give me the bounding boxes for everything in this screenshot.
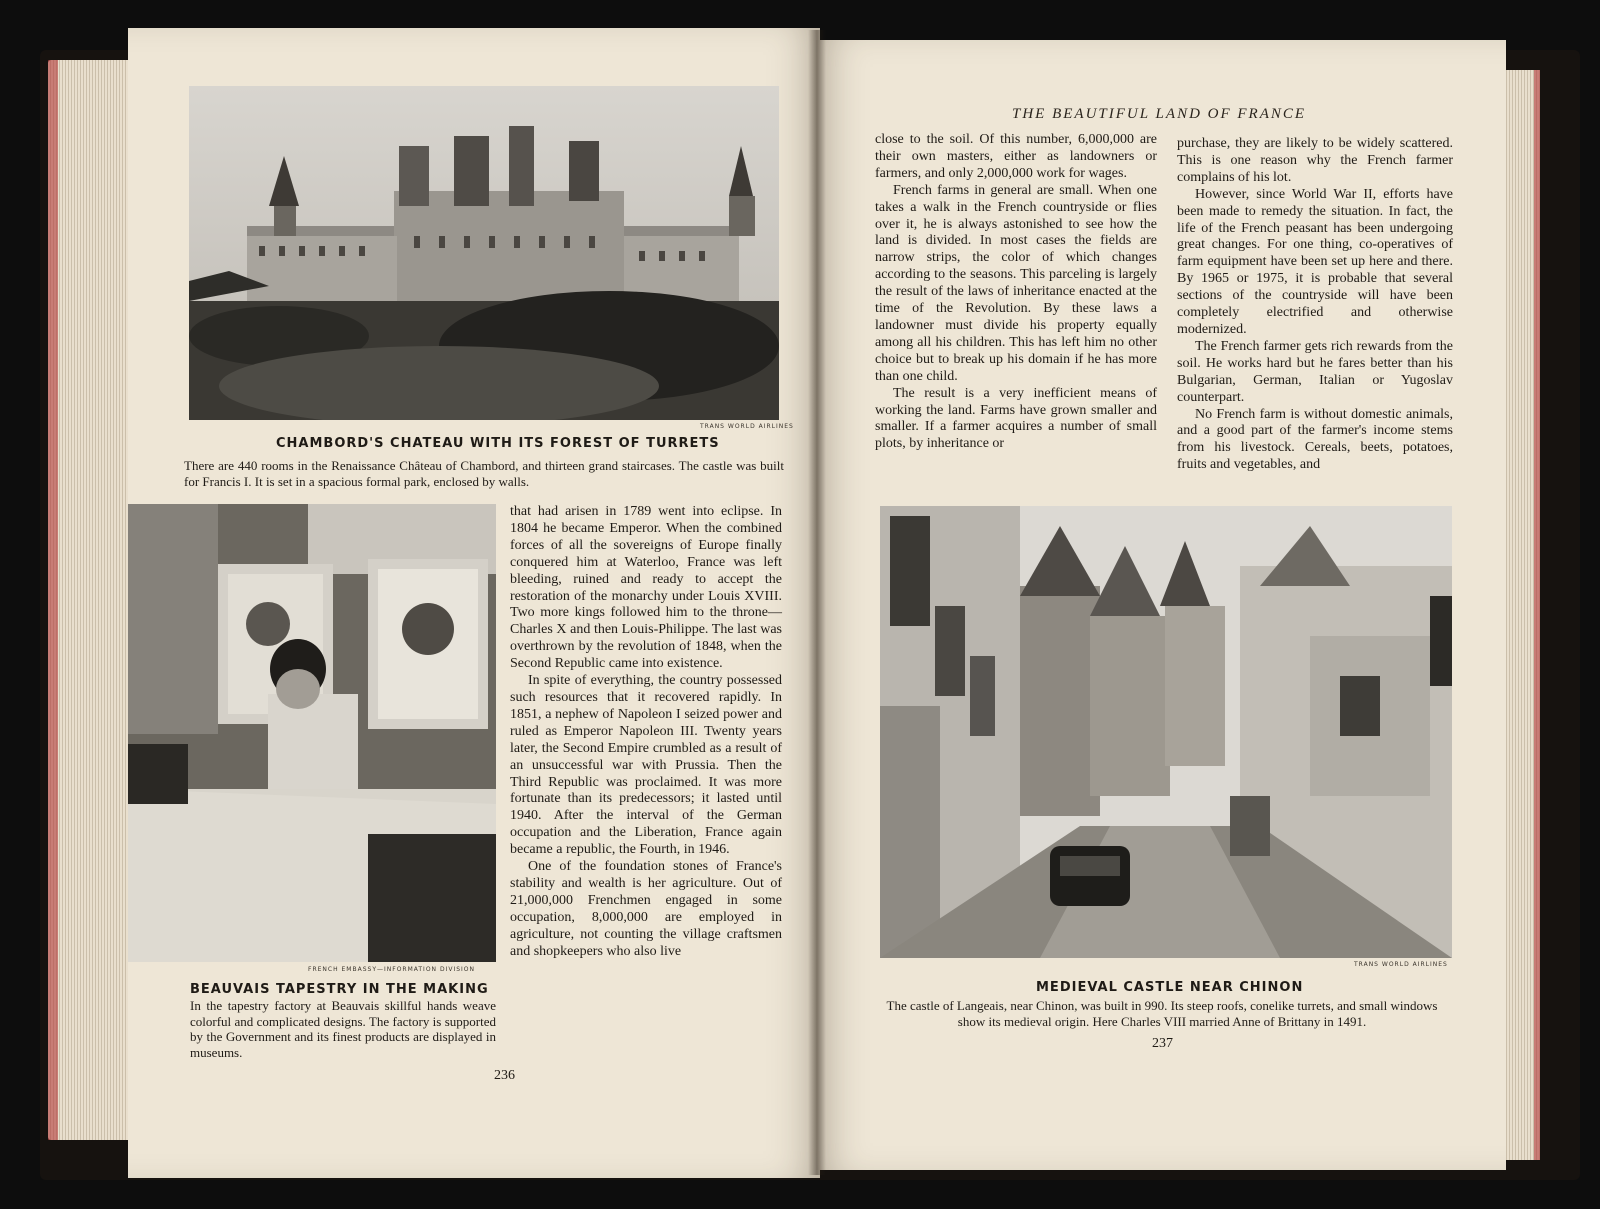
left-page-number: 236 bbox=[494, 1068, 515, 1083]
right-page-column-1 bbox=[875, 132, 1157, 453]
running-head: THE BEAUTIFUL LAND OF FRANCE bbox=[1012, 106, 1307, 122]
left-paragraph-2: In spite of everything, the country possessed such resources that it recovered rapidly. In 1851, a nephew of Napoleon I seized power and ruled as Emperor Napoleon III. Twenty years later, the Second Empire crumbled as a result of an unsuccessful war with Prussia. Then the Third Republic was proclaimed. It was more fortunate than its predecessors; it lasted until 1940. After the interval of the German occupation and the Liberation, France again became a republic, the Fourth, in 1946. bbox=[510, 673, 782, 858]
left-paragraph-1: that had arisen in 1789 went into eclipse. In 1804 he became Emperor. When the combined forces of all the sovereigns of Europe finally conquered him at Waterloo, France was left bleeding, ruined and ready to accept the restoration of the monarchy under Louis XVIII. Two more kings followed him to the throne—Charles X and then Louis-Philippe. The last was overthrown by the revolution of 1848, when the Second Republic came into existence. bbox=[510, 504, 782, 672]
tapestry-caption-text: In the tapestry factory at Beauvais skillful hands weave colorful and complicated designs. The factory is supported by the Government and its finest products are displayed in museums. bbox=[190, 998, 496, 1060]
beauvais-tapestry-photo bbox=[128, 504, 496, 962]
right-page bbox=[816, 40, 1506, 1170]
right-page-number: 237 bbox=[1152, 1036, 1173, 1051]
right-col2-paragraph-2: However, since World War II, efforts have been made to remedy the situation. In fact, the life of the French peasant has been undergoing great changes. For one thing, co-operatives of farm equipment have been set up here and there. By 1965 or 1975, it is probable that several sections of the countryside will have been completely electrified and otherwise modernized. bbox=[1177, 186, 1453, 337]
book-gutter bbox=[808, 30, 826, 1175]
chinon-caption-text: The castle of Langeais, near Chinon, was built in 990. Its steep roofs, conelike turrets, and small windows show its medieval origin. Here Charles VIII married Anne of Brittany in 1491. bbox=[886, 998, 1438, 1029]
left-page-edges bbox=[48, 60, 138, 1140]
chinon-photo-credit: TRANS WORLD AIRLINES bbox=[1354, 961, 1448, 968]
langeais-castle-image bbox=[880, 506, 1452, 958]
chambord-caption-text: There are 440 rooms in the Renaissance Château of Chambord, and thirteen grand staircases. The castle was built for Francis I. It is set in a spacious formal park, enclosed by walls. bbox=[184, 458, 784, 489]
beauvais-tapestry-image bbox=[128, 504, 496, 962]
right-page-column-2 bbox=[1177, 136, 1453, 474]
right-col1-paragraph-2: French farms in general are small. When one takes a walk in the French countryside or flies over it, he is always astonished to see how the land is divided. In most cases the fields are narrow strips, the color of which changes according to the seasons. This parceling is largely the result of the laws of inheritance enacted at the time of the Revolution. By these laws a landowner must divide his property equally among all his children. This has left him no other choice but to break up his domain if he has more than one child. bbox=[875, 182, 1157, 384]
chambord-photo-credit: TRANS WORLD AIRLINES bbox=[700, 423, 794, 430]
left-page-text-column bbox=[510, 504, 782, 960]
chambord-caption-title: CHAMBORD'S CHATEAU WITH ITS FOREST OF TURRETS bbox=[276, 436, 720, 451]
right-col2-paragraph-3: The French farmer gets rich rewards from the soil. He works hard but he fares better than his Bulgarian, German, Italian or Yugoslav counterpart. bbox=[1177, 338, 1453, 405]
left-paragraph-3: One of the foundation stones of France's stability and wealth is her agriculture. Out of 21,000,000 Frenchmen engaged in some occupation, 8,000,000 are employed in agriculture, not counting the village craftsmen and shopkeepers who also live bbox=[510, 859, 782, 959]
tapestry-caption-title: BEAUVAIS TAPESTRY IN THE MAKING bbox=[190, 982, 489, 997]
chinon-caption-title: MEDIEVAL CASTLE NEAR CHINON bbox=[1036, 980, 1304, 995]
chambord-chateau-image bbox=[189, 86, 779, 420]
right-col2-paragraph-1: purchase, they are likely to be widely scattered. This is one reason why the French farmer complains of his lot. bbox=[1177, 136, 1453, 185]
langeais-castle-photo bbox=[880, 506, 1452, 958]
left-page bbox=[128, 28, 820, 1178]
chambord-chateau-photo bbox=[189, 86, 779, 420]
tapestry-photo-credit: FRENCH EMBASSY—INFORMATION DIVISION bbox=[308, 966, 475, 973]
right-col1-paragraph-3: The result is a very inefficient means of working the land. Farms have grown smaller and smaller. If a farmer acquires a number of small plots, by inheritance or bbox=[875, 385, 1157, 452]
right-col2-paragraph-4: No French farm is without domestic animals, and a good part of the farmer's income stems from his livestock. Cereals, beets, potatoes, fruits and vegetables, and bbox=[1177, 406, 1453, 473]
right-col1-paragraph-1: close to the soil. Of this number, 6,000,000 are their own masters, either as landowners or farmers, and only 2,000,000 work for wages. bbox=[875, 132, 1157, 181]
